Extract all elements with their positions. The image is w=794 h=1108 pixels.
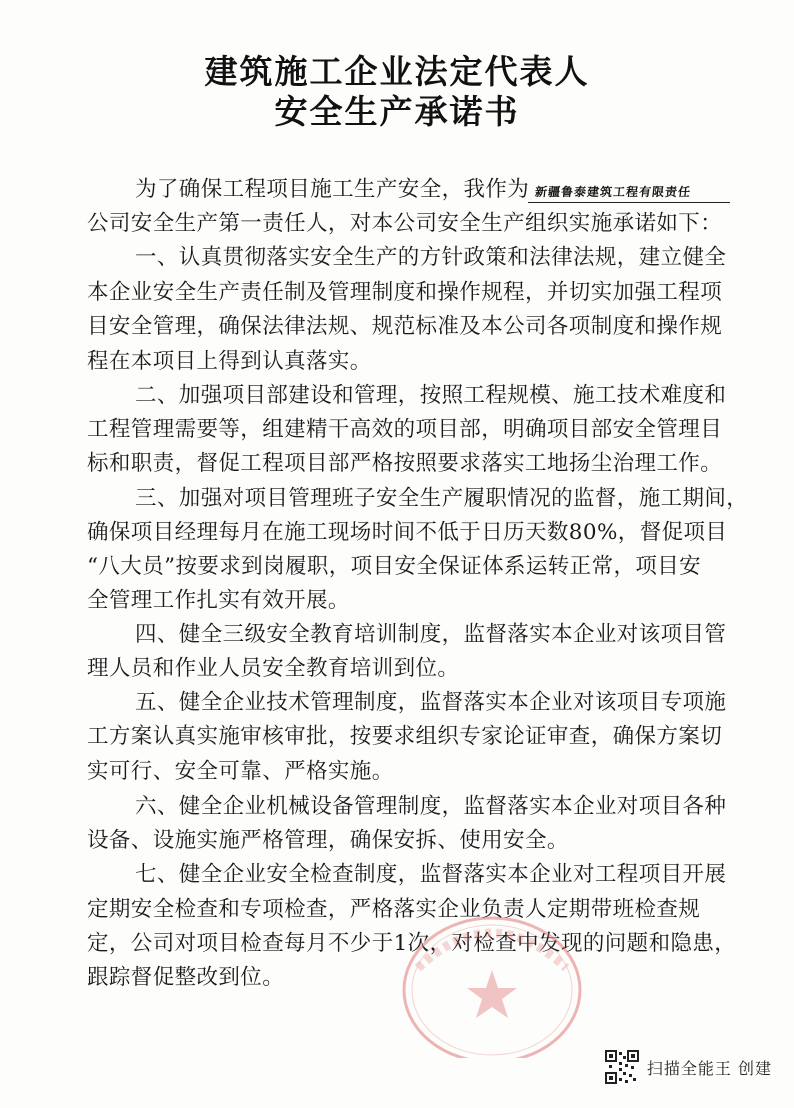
clause-3-line-1: 三、加强对项目管理班子安全生产履职情况的监督，施工期间， bbox=[135, 486, 749, 511]
clause-5-line-3: 实可行、安全可靠、严格实施。 bbox=[87, 759, 394, 784]
clause-3-line-3: “八大员”按要求到岗履职，项目安全保证体系运转正常，项目安 bbox=[87, 554, 702, 579]
intro-suffix: 公司安全生产第一责任人，对本公司安全生产组织实施承诺如下： bbox=[87, 211, 723, 236]
clause-1-line-2: 本企业安全生产责任制及管理制度和操作规程，并切实加强工程项 bbox=[87, 280, 723, 305]
qr-code-icon bbox=[605, 1050, 639, 1084]
clause-3-line-2: 确保项目经理每月在施工现场时间不低于日历天数80%，督促项目 bbox=[87, 520, 728, 545]
company-name-field: 新疆鲁泰建筑工程有限责任 bbox=[528, 183, 732, 203]
scanner-brand-text: 扫描全能王 创建 bbox=[646, 1058, 772, 1078]
document-title-line2: 安全生产承诺书 bbox=[274, 92, 520, 131]
clause-6-line-1: 六、健全企业机械设备管理制度，监督落实本企业对项目各种 bbox=[135, 794, 727, 819]
clause-1-line-3: 目安全管理，确保法律法规、规范标准及本公司各项制度和操作规 bbox=[87, 314, 723, 339]
document-title-line1: 建筑施工企业法定代表人 bbox=[204, 52, 590, 91]
clause-7-line-3: 定，公司对项目检查每月不少于1次，对检查中发现的问题和隐患， bbox=[87, 931, 737, 956]
clause-2-line-3: 标和职责，督促工程项目部严格按照要求落实工地扬尘治理工作。 bbox=[87, 451, 723, 476]
clause-2-line-2: 工程管理需要等，组建精干高效的项目部，明确项目部安全管理目 bbox=[87, 417, 723, 442]
clause-1-line-1: 一、认真贯彻落实安全生产的方针政策和法律法规，建立健全 bbox=[135, 245, 727, 270]
clause-7-line-2: 定期安全检查和专项检查，严格落实企业负责人定期带班检查规 bbox=[87, 897, 701, 922]
clause-6-line-2: 设备、设施实施严格管理，确保安拆、使用安全。 bbox=[87, 828, 569, 853]
clause-7-line-1: 七、健全企业安全检查制度，监督落实本企业对工程项目开展 bbox=[135, 862, 727, 887]
clause-2-line-1: 二、加强项目部建设和管理，按照工程规模、施工技术难度和 bbox=[135, 383, 727, 408]
clause-4-line-2: 理人员和作业人员安全教育培训到位。 bbox=[87, 656, 460, 681]
intro-line bbox=[135, 172, 731, 203]
clause-3-line-4: 全管理工作扎实有效开展。 bbox=[87, 588, 350, 613]
clause-5-line-2: 工方案认真实施审核审批，按要求组织专家论证审查，确保方案切 bbox=[87, 724, 723, 749]
intro-prefix: 为了确保工程项目施工生产安全，我作为 bbox=[135, 177, 530, 202]
clause-4-line-1: 四、健全三级安全教育培训制度，监督落实本企业对该项目管 bbox=[135, 622, 727, 647]
clause-1-line-4: 程在本项目上得到认真落实。 bbox=[87, 349, 372, 374]
clause-7-line-4: 跟踪督促整改到位。 bbox=[87, 965, 285, 990]
clause-5-line-1: 五、健全企业技术管理制度，监督落实本企业对该项目专项施 bbox=[135, 690, 727, 715]
company-seal bbox=[398, 908, 586, 1058]
scanner-watermark bbox=[605, 1050, 772, 1084]
